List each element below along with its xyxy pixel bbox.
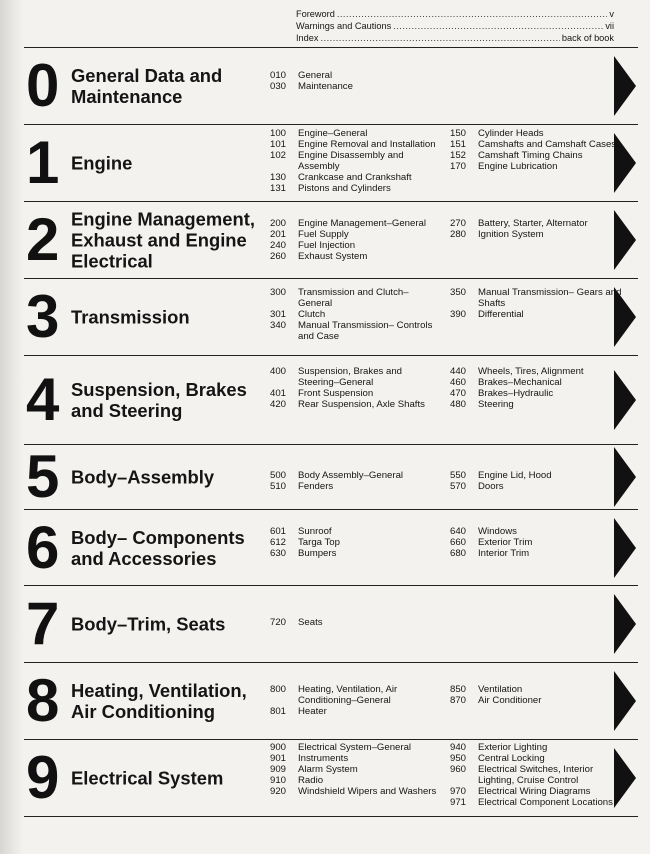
front-matter-label: Index — [296, 33, 319, 43]
chapter-entry[interactable] — [270, 786, 442, 797]
chapter-label: Sunroof — [298, 526, 332, 537]
chapter-entry[interactable] — [270, 764, 442, 775]
chapter-entry[interactable] — [450, 695, 622, 706]
section-tab-arrow-icon[interactable] — [614, 133, 636, 193]
chapter-code: 500 — [270, 470, 287, 481]
section-title: Heating, Ventilation, Air Conditioning — [71, 680, 247, 722]
chapter-code: 150 — [450, 128, 467, 139]
chapter-label: Windows — [478, 526, 517, 537]
chapter-entry[interactable] — [450, 470, 622, 481]
chapter-label: Ignition System — [478, 229, 544, 240]
chapter-label: Transmission and Clutch– General — [298, 287, 409, 309]
chapter-entry[interactable] — [270, 548, 442, 559]
section-0[interactable] — [24, 47, 638, 124]
chapter-code: 940 — [450, 742, 467, 753]
chapter-label: Radio — [298, 775, 324, 786]
chapter-code: 910 — [270, 775, 287, 786]
chapter-entry[interactable] — [270, 366, 442, 388]
chapter-column-left — [270, 218, 442, 262]
chapter-entry[interactable] — [270, 753, 442, 764]
chapter-entry[interactable] — [450, 150, 622, 161]
section-title: Suspension, Brakes and Steering — [71, 379, 247, 421]
chapter-entry[interactable] — [270, 139, 442, 150]
chapter-label: Engine Lubrication — [478, 161, 558, 172]
chapter-code: 170 — [450, 161, 467, 172]
chapter-entry[interactable] — [450, 287, 622, 309]
chapter-entry[interactable] — [270, 537, 442, 548]
chapter-entry[interactable] — [450, 229, 622, 240]
chapter-label: Manual Transmission– Gears and Shafts — [478, 287, 622, 309]
chapter-code: 151 — [450, 139, 467, 150]
chapter-entry[interactable] — [450, 753, 622, 764]
section-2[interactable] — [24, 201, 638, 278]
front-matter-page: back of book — [561, 33, 614, 43]
front-matter-item[interactable] — [296, 32, 614, 44]
chapter-label: Crankcase and Crankshaft — [298, 172, 412, 183]
chapter-code: 340 — [270, 320, 287, 331]
chapter-column-right — [450, 218, 622, 240]
front-matter-page: v — [609, 9, 614, 19]
chapter-entry[interactable] — [270, 240, 442, 251]
chapter-code: 570 — [450, 481, 467, 492]
chapter-entry[interactable] — [450, 797, 622, 808]
chapter-entry[interactable] — [450, 366, 622, 377]
chapter-column-left — [270, 366, 442, 410]
chapter-code: 950 — [450, 753, 467, 764]
front-matter-page: vii — [605, 21, 614, 31]
chapter-column-left — [270, 526, 442, 559]
chapter-code: 800 — [270, 684, 287, 695]
chapter-entry[interactable] — [450, 742, 622, 753]
chapter-label: Electrical Wiring Diagrams — [478, 786, 591, 797]
chapter-code: 400 — [270, 366, 287, 377]
chapter-label: Interior Trim — [478, 548, 530, 559]
chapter-column-left — [270, 287, 442, 342]
chapter-column-right — [450, 684, 622, 706]
chapter-label: Targa Top — [298, 537, 340, 548]
chapter-column-right — [450, 742, 622, 808]
chapter-entry[interactable] — [450, 537, 622, 548]
chapter-entry[interactable] — [450, 161, 622, 172]
chapter-label: Manual Transmission– Controls and Case — [298, 320, 433, 342]
chapter-entry[interactable] — [270, 617, 442, 628]
chapter-label: Engine Disassembly and Assembly — [298, 150, 404, 172]
chapter-label: Air Conditioner — [478, 695, 542, 706]
chapter-code: 460 — [450, 377, 467, 388]
chapter-entry[interactable] — [270, 183, 442, 194]
chapter-label: Exterior Trim — [478, 537, 533, 548]
chapter-code: 440 — [450, 366, 467, 377]
chapter-label: Engine Management–General — [298, 218, 427, 229]
chapter-code: 100 — [270, 128, 287, 139]
chapter-code: 240 — [270, 240, 287, 251]
chapter-entry[interactable] — [450, 309, 622, 320]
chapter-code: 971 — [450, 797, 467, 808]
chapter-column-right — [450, 128, 622, 172]
section-tab-arrow-icon[interactable] — [614, 210, 636, 270]
chapter-code: 300 — [270, 287, 287, 298]
dot-leader — [320, 32, 559, 44]
chapter-label: Suspension, Brakes and Steering–General — [298, 366, 402, 388]
section-5[interactable] — [24, 444, 638, 509]
chapter-entry[interactable] — [450, 388, 622, 399]
section-number: 1 — [26, 129, 60, 196]
chapter-code: 850 — [450, 684, 467, 695]
chapter-entry[interactable] — [270, 128, 442, 139]
chapter-code: 030 — [270, 81, 287, 92]
section-1[interactable] — [24, 124, 638, 201]
chapter-entry[interactable] — [270, 70, 442, 81]
chapter-label: Fenders — [298, 481, 334, 492]
chapter-label: Rear Suspension, Axle Shafts — [298, 399, 425, 410]
section-title: Body– Components and Accessories — [71, 526, 245, 569]
section-tab-arrow-icon[interactable] — [614, 287, 636, 347]
section-number: 4 — [26, 366, 60, 433]
chapter-column-right — [450, 287, 622, 320]
section-8[interactable] — [24, 662, 638, 739]
chapter-entry[interactable] — [270, 309, 442, 320]
chapter-code: 960 — [450, 764, 467, 775]
section-tab-arrow-icon[interactable] — [614, 447, 636, 507]
chapter-code: 680 — [450, 548, 467, 559]
front-matter-list — [296, 8, 614, 44]
section-tab-arrow-icon[interactable] — [614, 518, 636, 578]
chapter-label: Wheels, Tires, Alignment — [478, 366, 584, 377]
chapter-column-right — [450, 470, 622, 492]
chapter-code: 510 — [270, 481, 287, 492]
chapter-entry[interactable] — [450, 684, 622, 695]
chapter-code: 280 — [450, 229, 467, 240]
chapter-code: 601 — [270, 526, 287, 537]
section-number: 5 — [26, 443, 60, 510]
book-spine-shadow — [0, 0, 24, 854]
chapter-code: 420 — [270, 399, 287, 410]
chapter-entry[interactable] — [270, 742, 442, 753]
chapter-code: 630 — [270, 548, 287, 559]
section-number: 0 — [26, 52, 60, 119]
chapter-code: 909 — [270, 764, 287, 775]
section-title: Engine — [71, 152, 133, 174]
chapter-label: Heater — [298, 706, 327, 717]
section-number: 8 — [26, 667, 60, 734]
section-list — [24, 47, 638, 817]
chapter-entry[interactable] — [270, 706, 442, 717]
chapter-entry[interactable] — [450, 218, 622, 229]
chapter-code: 660 — [450, 537, 467, 548]
chapter-entry[interactable] — [450, 481, 622, 492]
chapter-column-left — [270, 684, 442, 717]
chapter-column-left — [270, 128, 442, 194]
chapter-entry[interactable] — [270, 470, 442, 481]
chapter-label: Bumpers — [298, 548, 337, 559]
chapter-code: 870 — [450, 695, 467, 706]
chapter-label: Clutch — [298, 309, 326, 320]
chapter-label: Electrical Component Locations — [478, 797, 613, 808]
chapter-code: 970 — [450, 786, 467, 797]
chapter-label: Body Assembly–General — [298, 470, 404, 481]
chapter-label: Brakes–Hydraulic — [478, 388, 554, 399]
chapter-code: 480 — [450, 399, 467, 410]
chapter-label: Engine Removal and Installation — [298, 139, 436, 150]
chapter-column-left — [270, 70, 442, 92]
chapter-entry[interactable] — [270, 150, 442, 172]
chapter-code: 010 — [270, 70, 287, 81]
chapter-entry[interactable] — [450, 377, 622, 388]
section-title: Body–Assembly — [71, 466, 215, 488]
chapter-label: Pistons and Cylinders — [298, 183, 391, 194]
chapter-label: Maintenance — [298, 81, 353, 92]
front-matter-item[interactable] — [296, 8, 614, 20]
chapter-column-left — [270, 617, 442, 628]
dot-leader — [337, 8, 608, 20]
chapter-label: Brakes–Mechanical — [478, 377, 562, 388]
chapter-code: 131 — [270, 183, 287, 194]
front-matter-label: Warnings and Cautions — [296, 21, 392, 31]
chapter-code: 550 — [450, 470, 467, 481]
chapter-entry[interactable] — [270, 81, 442, 92]
section-number: 7 — [26, 590, 60, 657]
chapter-label: Exhaust System — [298, 251, 368, 262]
chapter-label: Heating, Ventilation, Air Conditioning–General — [298, 684, 398, 706]
dot-leader — [393, 20, 603, 32]
chapter-code: 102 — [270, 150, 287, 161]
chapter-label: Windshield Wipers and Washers — [298, 786, 437, 797]
chapter-label: Ventilation — [478, 684, 523, 695]
chapter-code: 350 — [450, 287, 467, 298]
chapter-code: 260 — [270, 251, 287, 262]
chapter-column-right — [450, 366, 622, 410]
section-9[interactable] — [24, 739, 638, 817]
chapter-label: Engine–General — [298, 128, 368, 139]
chapter-entry[interactable] — [450, 128, 622, 139]
chapter-label: Electrical Switches, Interior Lighting, Cruise Control — [478, 764, 594, 786]
chapter-entry[interactable] — [270, 388, 442, 399]
chapter-label: Differential — [478, 309, 524, 320]
chapter-entry[interactable] — [270, 684, 442, 706]
chapter-code: 152 — [450, 150, 467, 161]
chapter-code: 470 — [450, 388, 467, 399]
chapter-entry[interactable] — [270, 481, 442, 492]
chapter-label: Battery, Starter, Alternator — [478, 218, 588, 229]
chapter-code: 900 — [270, 742, 287, 753]
chapter-entry[interactable] — [270, 229, 442, 240]
chapter-label: Seats — [298, 617, 323, 628]
chapter-label: Camshafts and Camshaft Cases — [478, 139, 617, 150]
chapter-entry[interactable] — [270, 218, 442, 229]
section-title: Electrical System — [71, 767, 224, 789]
section-title: General Data and Maintenance — [71, 65, 223, 107]
chapter-label: General — [298, 70, 333, 81]
chapter-entry[interactable] — [450, 548, 622, 559]
chapter-label: Engine Lid, Hood — [478, 470, 552, 481]
chapter-column-left — [270, 470, 442, 492]
section-tab-arrow-icon[interactable] — [614, 671, 636, 731]
chapter-entry[interactable] — [270, 172, 442, 183]
front-matter-label: Foreword — [296, 9, 335, 19]
chapter-label: Alarm System — [298, 764, 358, 775]
chapter-code: 130 — [270, 172, 287, 183]
section-tab-arrow-icon[interactable] — [614, 56, 636, 116]
chapter-entry[interactable] — [270, 399, 442, 410]
chapter-label: Instruments — [298, 753, 349, 764]
chapter-label: Front Suspension — [298, 388, 374, 399]
chapter-code: 901 — [270, 753, 287, 764]
chapter-label: Steering — [478, 399, 514, 410]
chapter-entry[interactable] — [450, 399, 622, 410]
section-title: Transmission — [71, 306, 190, 328]
chapter-code: 801 — [270, 706, 287, 717]
chapter-entry[interactable] — [450, 526, 622, 537]
section-tab-arrow-icon[interactable] — [614, 370, 636, 430]
section-3[interactable] — [24, 278, 638, 355]
chapter-label: Fuel Injection — [298, 240, 356, 251]
chapter-label: Exterior Lighting — [478, 742, 548, 753]
chapter-code: 720 — [270, 617, 287, 628]
chapter-code: 101 — [270, 139, 287, 150]
chapter-entry[interactable] — [270, 526, 442, 537]
chapter-label: Cylinder Heads — [478, 128, 544, 139]
chapter-entry[interactable] — [270, 251, 442, 262]
section-number: 9 — [26, 744, 60, 811]
section-number: 6 — [26, 513, 60, 581]
chapter-column-right — [450, 526, 622, 559]
chapter-entry[interactable] — [450, 139, 622, 150]
section-number: 3 — [26, 283, 60, 350]
chapter-label: Doors — [478, 481, 504, 492]
section-6[interactable] — [24, 509, 638, 585]
chapter-code: 301 — [270, 309, 287, 320]
section-7[interactable] — [24, 585, 638, 662]
chapter-code: 200 — [270, 218, 287, 229]
chapter-entry[interactable] — [270, 287, 442, 309]
chapter-code: 612 — [270, 537, 287, 548]
chapter-code: 270 — [450, 218, 467, 229]
chapter-entry[interactable] — [270, 775, 442, 786]
chapter-code: 201 — [270, 229, 287, 240]
chapter-column-left — [270, 742, 442, 797]
front-matter-item[interactable] — [296, 20, 614, 32]
section-title: Engine Management, Exhaust and Engine Electrical — [71, 208, 255, 272]
section-4[interactable] — [24, 355, 638, 444]
chapter-label: Camshaft Timing Chains — [478, 150, 583, 161]
section-tab-arrow-icon[interactable] — [614, 748, 636, 808]
chapter-label: Electrical System–General — [298, 742, 412, 753]
chapter-label: Central Locking — [478, 753, 545, 764]
chapter-code: 390 — [450, 309, 467, 320]
chapter-code: 401 — [270, 388, 287, 399]
chapter-code: 920 — [270, 786, 287, 797]
section-number: 2 — [26, 206, 60, 273]
chapter-entry[interactable] — [450, 786, 622, 797]
chapter-code: 640 — [450, 526, 467, 537]
chapter-entry[interactable] — [450, 764, 622, 786]
section-tab-arrow-icon[interactable] — [614, 594, 636, 654]
section-title: Body–Trim, Seats — [71, 613, 226, 635]
chapter-entry[interactable] — [270, 320, 442, 342]
chapter-label: Fuel Supply — [298, 229, 349, 240]
